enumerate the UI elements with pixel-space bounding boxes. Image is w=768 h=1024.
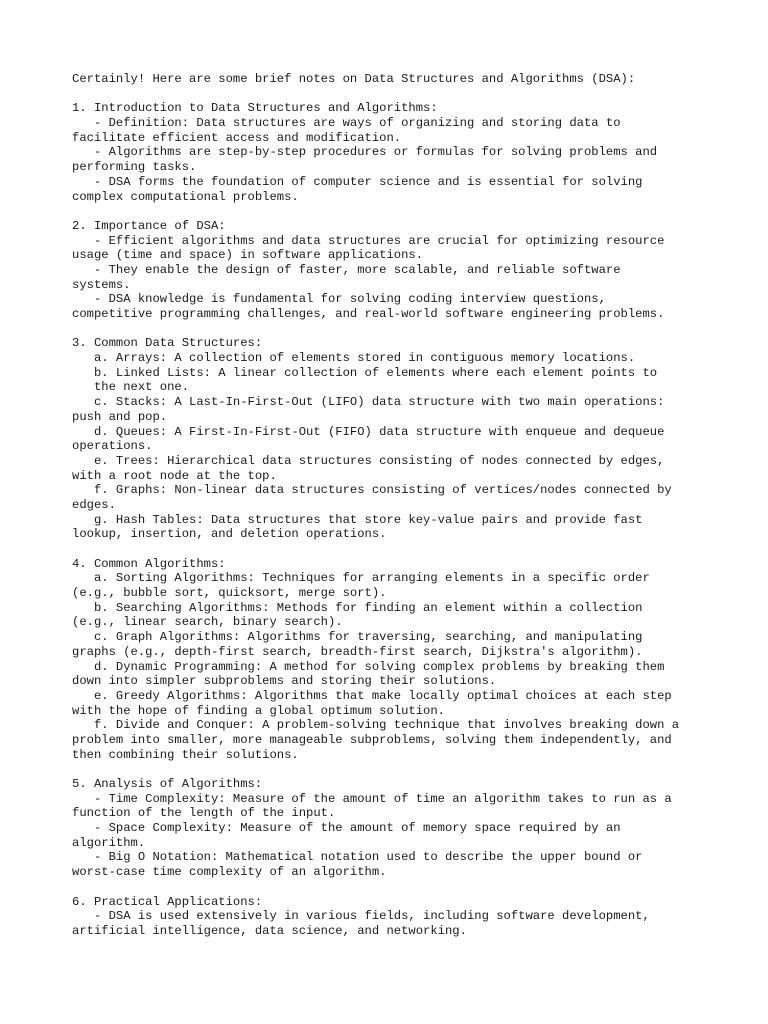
text-line: a. Arrays: A collection of elements stored in contiguous memory locations. [72, 351, 636, 366]
text-line: d. Dynamic Programming: A method for solving complex problems by breaking them [72, 659, 665, 674]
text-line: - Algorithms are step-by-step procedures or formulas for solving problems and [72, 145, 658, 160]
text-line: e. Trees: Hierarchical data structures consisting of nodes connected by edges, [72, 453, 665, 468]
text-line [72, 762, 712, 777]
text-line: edges. [72, 497, 116, 512]
text-line: performing tasks. [72, 160, 197, 175]
text-line: 1. Introduction to Data Structures and Algorithms: [72, 101, 438, 116]
text-line: b. Searching Algorithms: Methods for finding an element within a collection [72, 600, 643, 615]
text-line: - They enable the design of faster, more scalable, and reliable software [72, 262, 621, 277]
text-line: f. Graphs: Non-linear data structures consisting of vertices/nodes connected by [72, 483, 672, 498]
text-line: down into simpler subproblems and storing their solutions. [72, 674, 497, 689]
text-line: systems. [72, 277, 131, 292]
text-line: algorithm. [72, 835, 146, 850]
text-line: graphs (e.g., depth-first search, breadth-first search, Dijkstra's algorithm). [72, 644, 643, 659]
text-line: e. Greedy Algorithms: Algorithms that make locally optimal choices at each step [72, 688, 672, 703]
text-line: c. Stacks: A Last-In-First-Out (LIFO) data structure with two main operations: [72, 395, 665, 410]
text-line: a. Sorting Algorithms: Techniques for arranging elements in a specific order [72, 571, 650, 586]
text-line: (e.g., bubble sort, quicksort, merge sort). [72, 586, 387, 601]
text-line: b. Linked Lists: A linear collection of elements where each element points to [72, 365, 658, 380]
text-line: facilitate efficient access and modification. [72, 130, 402, 145]
text-line [72, 542, 712, 557]
text-line: - Time Complexity: Measure of the amount of time an algorithm takes to run as a [72, 791, 672, 806]
text-line: problem into smaller, more manageable subproblems, solving them independently, and [72, 732, 672, 747]
text-line: c. Graph Algorithms: Algorithms for traversing, searching, and manipulating [72, 630, 643, 645]
text-line: Certainly! Here are some brief notes on Data Structures and Algorithms (DSA): [72, 72, 636, 86]
text-line: operations. [72, 439, 153, 454]
text-line: with the hope of finding a global optimum solution. [72, 703, 445, 718]
text-line: 3. Common Data Structures: [72, 336, 263, 351]
text-line: worst-case time complexity of an algorithm. [72, 865, 387, 880]
text-line: - DSA knowledge is fundamental for solving coding interview questions, [72, 292, 606, 307]
text-line: f. Divide and Conquer: A problem-solving technique that involves breaking down a [72, 718, 680, 733]
text-line [72, 204, 712, 219]
text-line: 4. Common Algorithms: [72, 556, 226, 571]
text-line: 6. Practical Applications: [72, 894, 263, 909]
text-line: lookup, insertion, and deletion operations. [72, 527, 387, 542]
text-line: - DSA is used extensively in various fields, including software development, [72, 909, 650, 924]
text-line: usage (time and space) in software applications. [72, 248, 424, 263]
text-line [72, 322, 712, 337]
text-line: then combining their solutions. [72, 747, 299, 762]
text-line: 2. Importance of DSA: [72, 218, 226, 233]
text-line [72, 87, 712, 102]
text-line: with a root node at the top. [72, 468, 277, 483]
text-line [72, 880, 712, 895]
document-page [72, 72, 712, 939]
text-line: g. Hash Tables: Data structures that store key-value pairs and provide fast [72, 512, 643, 527]
text-line: - Efficient algorithms and data structures are crucial for optimizing resource [72, 233, 665, 248]
text-line: the next one. [72, 380, 190, 395]
text-line: - Big O Notation: Mathematical notation used to describe the upper bound or [72, 850, 643, 865]
text-line: (e.g., linear search, binary search). [72, 615, 343, 630]
text-line: complex computational problems. [72, 189, 299, 204]
text-line: push and pop. [72, 409, 168, 424]
text-line: function of the length of the input. [72, 806, 336, 821]
text-line: competitive programming challenges, and real-world software engineering problems. [72, 307, 665, 321]
text-line: - Definition: Data structures are ways of organizing and storing data to [72, 116, 621, 131]
text-line: - DSA forms the foundation of computer science and is essential for solving [72, 174, 643, 189]
text-line: 5. Analysis of Algorithms: [72, 777, 263, 791]
text-line: d. Queues: A First-In-First-Out (FIFO) data structure with enqueue and dequeue [72, 424, 665, 439]
text-line: - Space Complexity: Measure of the amount of memory space required by an [72, 821, 621, 836]
text-line: artificial intelligence, data science, and networking. [72, 923, 467, 938]
